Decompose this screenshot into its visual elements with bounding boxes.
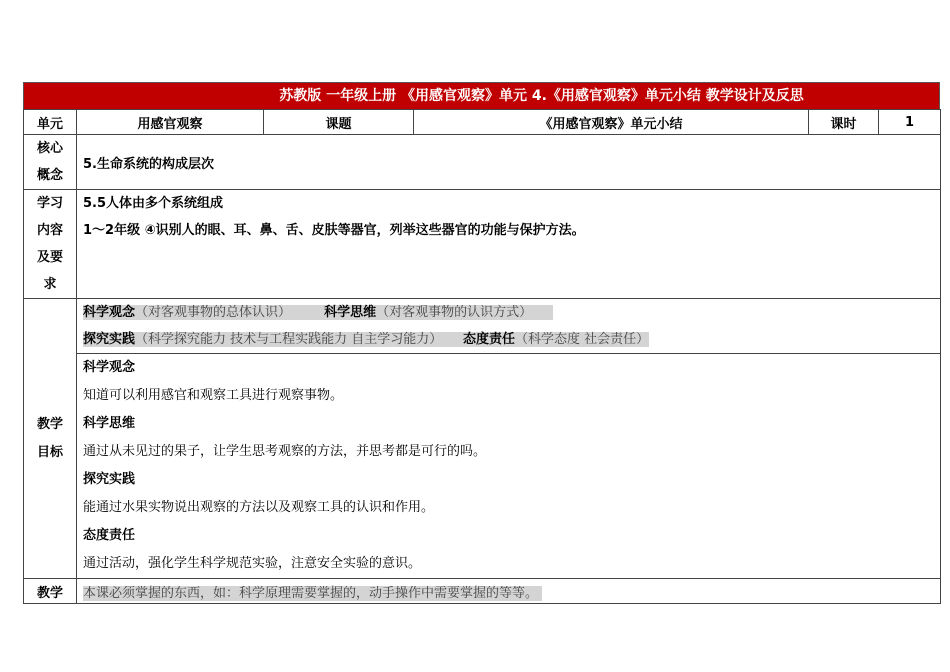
label-line: 概念 [36, 168, 63, 183]
objective-heading: 科学思维 [83, 416, 136, 431]
objectives-detail-row [24, 354, 941, 579]
core-concept-value: 5.生命系统的构成层次 [77, 135, 941, 190]
label-line: 目标 [36, 444, 63, 460]
header-row [24, 110, 941, 135]
summary-desc: （科学态度 社会责任） [514, 332, 650, 347]
objective-text: 通过活动，强化学生科学规范实验，注意安全实验的意识。 [83, 556, 422, 571]
summary-key: 科学思维 [324, 305, 377, 320]
summary-desc: （科学探究能力 技术与工程实践能力 自主学习能力） [135, 332, 443, 347]
summary-line-2-highlight [83, 332, 649, 347]
objectives-summary [77, 299, 941, 354]
core-concept-row [24, 135, 941, 190]
objective-text: 能通过水果实物说出观察的方法以及观察工具的认识和作用。 [83, 500, 435, 515]
label-line: 内容 [36, 223, 63, 238]
label-line: 核心 [36, 141, 63, 156]
key-points-text: 本课必须掌握的东西，如：科学原理需要掌握的，动手操作中需要掌握的等等。 [83, 586, 542, 601]
key-points-row [24, 579, 941, 604]
summary-key: 态度责任 [462, 332, 515, 347]
objective-heading: 探究实践 [83, 472, 136, 487]
key-points-label: 教学 [24, 579, 77, 604]
objective-heading: 态度责任 [83, 528, 136, 543]
summary-line-1 [83, 299, 934, 326]
lesson-plan-table [23, 109, 941, 604]
objectives-summary-row [24, 299, 941, 354]
summary-desc: （对客观事物的认识方式） [376, 305, 533, 320]
hours-value: 1 [879, 110, 941, 135]
learning-label [24, 190, 77, 299]
lesson-value: 《用感官观察》单元小结 [414, 110, 809, 135]
unit-label: 单元 [24, 110, 77, 135]
summary-key: 科学观念 [83, 305, 136, 320]
key-points-content [77, 579, 941, 604]
summary-line-1-highlight [83, 305, 553, 320]
summary-key: 探究实践 [83, 332, 136, 347]
objective-text: 通过从未见过的果子，让学生思考观察的方法，并思考都是可行的吗。 [83, 444, 487, 459]
core-concept-label [24, 135, 77, 190]
objectives-detail [77, 354, 941, 579]
objective-text: 知道可以利用感官和观察工具进行观察事物。 [83, 388, 344, 403]
unit-value: 用感官观察 [77, 110, 264, 135]
summary-desc: （对客观事物的总体认识） [135, 305, 292, 320]
document-title: 苏教版 一年级上册 《用感官观察》单元 4.《用感官观察》单元小结 教学设计及反思 [23, 82, 940, 109]
lesson-label: 课题 [264, 110, 414, 135]
label-line: 教学 [36, 416, 63, 432]
learning-row [24, 190, 941, 299]
lesson-plan-document [23, 82, 940, 604]
label-line: 及要 [36, 250, 63, 265]
objectives-label [24, 299, 77, 579]
label-line: 学习 [36, 196, 63, 211]
objective-heading: 科学观念 [83, 360, 136, 375]
learning-line-1: 5.5人体由多个系统组成 [83, 196, 224, 211]
summary-line-2 [83, 326, 934, 353]
learning-content [77, 190, 941, 299]
label-line: 求 [43, 277, 57, 292]
hours-label: 课时 [809, 110, 879, 135]
learning-line-2: 1～2年级 ④识别人的眼、耳、鼻、舌、皮肤等器官，列举这些器官的功能与保护方法。 [83, 223, 585, 238]
